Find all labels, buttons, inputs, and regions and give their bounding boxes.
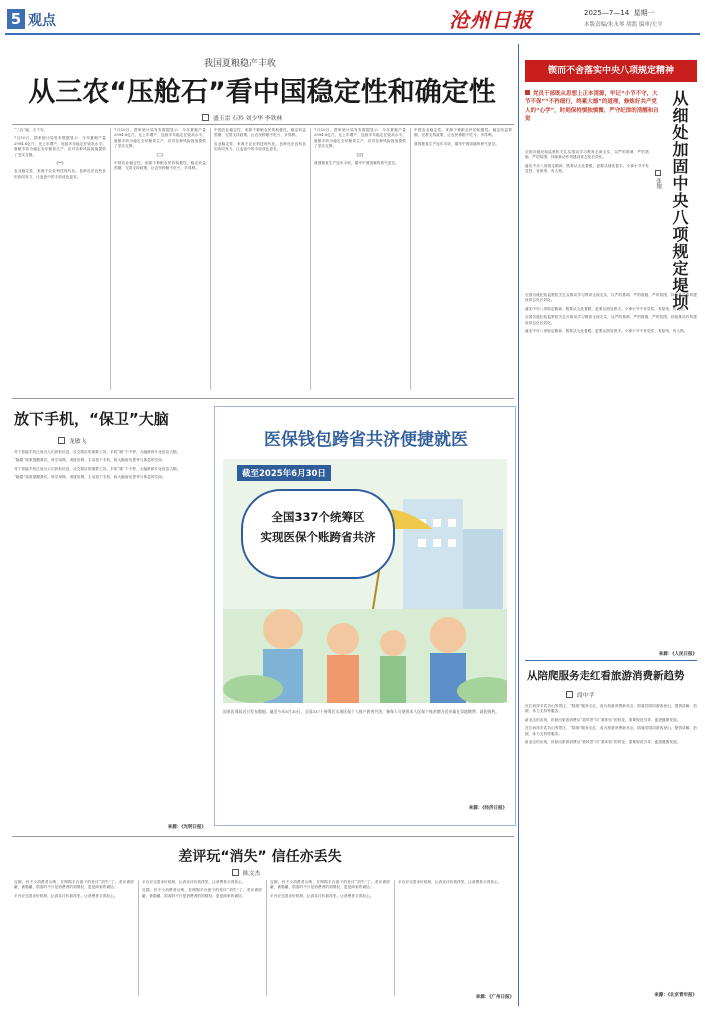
column-divider bbox=[394, 880, 395, 996]
lead-title: 从三农“压舱石”看中国稳定性和确定性 bbox=[28, 77, 496, 108]
page-number: 5 bbox=[10, 10, 22, 28]
right-section-rule bbox=[525, 660, 697, 661]
lead-column-2: 7月10日，国家统计局发布数据显示：今年夏粮产量2994.8亿斤，比上年增产，连续多年稳定在较高水平。夏粮丰收为稳定全年粮食生产、应对各种风险挑战提供了坚实支撑。 （二） 中国农业稳定性，来源于种粮农民的积极性。稳定收益预期、完善支持政策，让农民种粮不吃亏、多得利。 bbox=[114, 128, 206, 171]
lead-rule bbox=[12, 124, 514, 125]
author-marker-icon bbox=[232, 869, 239, 876]
page-number-badge bbox=[7, 9, 25, 29]
lead-authors: 盛玉雷 石羚 刘少华 李铁林 bbox=[202, 113, 282, 122]
column-divider bbox=[138, 880, 139, 996]
column-divider bbox=[410, 128, 411, 390]
left-mid-body: 对于智能手机已成为人们获取信息、社交娱乐的重要工具。手机“刷”个不停，大脑被碎片化信息占据。 “脑腐”现象提醒我们，科学用网、适度用网，主动放下手机，给大脑留出思考与休息的空间。 对于智能手机已成为人们获取信息、社交娱乐的重要工具。手机“刷”个不停，大脑被碎片化信息占据。 “脑腐”现象提醒我们，科学用网、适度用网，主动放下手机，给大脑留出思考与休息的空间。 bbox=[14, 450, 181, 480]
bottom-mid-author: 陈文杰 bbox=[232, 868, 260, 877]
feature-date-tag: 截至2025年6月30日 bbox=[237, 465, 331, 481]
bottom-col-3: 近期，有不少消费者反映，在网购平台留下的差评“消失”了。差评被屏蔽、被隐藏，损害的不只是消费者的知情权，更是商家的诚信。 平台应完善评价机制，让真实评价看得见，让消费者买得放心。 bbox=[270, 880, 390, 898]
right-bottom-source: 来源：《北京青年报》 bbox=[654, 993, 697, 998]
right-top-title: 从细处加固中央八项规定堤坝 bbox=[670, 90, 689, 311]
lead-kicker: 我国夏粮稳产丰收 bbox=[203, 59, 276, 69]
right-top-author: 张翔 bbox=[654, 170, 662, 189]
editors-line: 本版责编/朱永琴 胡凯 编审/左平 bbox=[584, 22, 663, 28]
lead-column-1: “三农”稳，天下安。 7月10日，国家统计局发布数据显示：今年夏粮产量2994.8亿斤，比上年增产，连续多年稳定在较高水平。夏粮丰收为稳定全年粮食生产、应对各种风险挑战提供了坚实支撑。 （一） 农业稳定性，来源于农业科技现代化。良种良法良机良田协同发力，让麦浪中的丰收成色更足。 bbox=[14, 128, 106, 179]
lead-column-5: 中国农业稳定性，来源于种粮农民的积极性。稳定收益预期、完善支持政策，让农民种粮不吃亏、多得利。 我国粮食生产连年丰收，端牢中国饭碗的底气更足。 bbox=[414, 128, 512, 146]
header-divider bbox=[5, 33, 700, 35]
bottom-col-1: 近期，有不少消费者反映，在网购平台留下的差评“消失”了。差评被屏蔽、被隐藏，损害的不只是消费者的知情权，更是商家的诚信。 平台应完善评价机制，让真实评价看得见，让消费者买得放心。 bbox=[14, 880, 134, 898]
right-top-body-2: 全国各级纪检监察机关扎实推动学习教育走深走实，以严的基调、严的措施、严的氛围，持续推动作风建设常态化长效化。 落实中央八项规定精神，既要从大处着眼，更要从细处着手。小事小节中有党性、有原则、有人格。 全国各级纪检监察机关扎实推动学习教育走深走实，以严的基调、严的措施、严的氛围，持续推动作风建设常态化长效化。 落实中央八项规定精神，既要从大处着眼，更要从细处着手。小事小节中有党性、有原则、有人格。 bbox=[525, 293, 697, 334]
right-top-source: 来源：《人民日报》 bbox=[658, 652, 697, 657]
right-bottom-title: 从陪爬服务走红看旅游消费新趋势 bbox=[527, 670, 685, 682]
author-marker-icon bbox=[202, 114, 209, 121]
masthead-logo: 沧州日报 bbox=[449, 8, 533, 32]
feature-caption: 国家医保局近日发布数据，截至今年6月30日，全国337个统筹区实现医保个人账户跨省共济，参保人可使用本人医保个账余额为近亲属在异地缴费、就医购药。 bbox=[223, 709, 500, 714]
right-top-lead: 党员干部既从思想上正本清源，牢记“小节不守，大节不保”“不矜细行，终累大德”的道理，修炼好共产党人的“心学”，时刻保持慎独慎微、严守纪律的清醒和自觉 bbox=[525, 91, 659, 123]
lead-column-3: 中国农业稳定性，来源于种粮农民的积极性。稳定收益预期、完善支持政策，让农民种粮不吃亏、多得利。 农业稳定性，来源于农业科技现代化。良种良法良机良田协同发力，让麦浪中的丰收成色更足。 bbox=[214, 128, 306, 152]
column-divider bbox=[310, 128, 311, 390]
left-mid-source: 来源：《光明日报》 bbox=[167, 825, 206, 830]
section-name: 观点 bbox=[28, 13, 56, 29]
page-header bbox=[0, 0, 705, 38]
feature-title: 医保钱包跨省共济便捷就医 bbox=[264, 430, 468, 450]
right-bottom-body: 在江西萍乡武功山等景区，“陪爬”服务走红，成为旅游消费新亮点。陪爬员陪同游客登山，提供讲解、拍照、体力支持等服务。 新业态的出现，折射出旅游消费从“看风景”向“重体验”的转变，需要规范引导，促进健康发展。 在江西萍乡武功山等景区，“陪爬”服务走红，成为旅游消费新亮点。陪爬员陪同游客登山，提供讲解、拍照、体力支持等服务。 新业态的出现，折射出旅游消费从“看风景”向“重体验”的转变，需要规范引导，促进健康发展。 bbox=[525, 704, 697, 745]
issue-date: 2025—7—14 星期一 bbox=[584, 9, 655, 17]
author-marker-icon bbox=[58, 437, 65, 444]
feature-source: 来源：《经济日报》 bbox=[468, 806, 507, 811]
feature-callout: 全国337个统筹区 实现医保个账跨省共济 bbox=[241, 489, 395, 579]
lead-column-4: 7月10日，国家统计局发布数据显示：今年夏粮产量2994.8亿斤，比上年增产，连续多年稳定在较高水平。夏粮丰收为稳定全年粮食生产、应对各种风险挑战提供了坚实支撑。 （三） 我国粮食生产连年丰收，端牢中国饭碗的底气更足。 bbox=[314, 128, 406, 166]
bottom-mid-source: 来源：《广州日报》 bbox=[475, 995, 514, 1000]
author-marker-icon bbox=[566, 691, 573, 698]
left-mid-title: 放下手机，“保卫”大脑 bbox=[14, 410, 169, 428]
left-mid-rule bbox=[12, 398, 514, 399]
column-divider bbox=[266, 880, 267, 996]
feature-illustration bbox=[223, 459, 507, 703]
right-bottom-author: 段中孚 bbox=[566, 690, 594, 699]
discipline-banner: 锲而不舍落实中央八项规定精神 bbox=[525, 60, 697, 82]
feature-box bbox=[214, 406, 516, 826]
column-divider bbox=[110, 128, 111, 390]
bottom-col-4: 平台应完善评价机制，让真实评价看得见，让消费者买得放心。 bbox=[398, 880, 502, 884]
bottom-col-2: 平台应完善评价机制，让真实评价看得见，让消费者买得放心。 近期，有不少消费者反映，在网购平台留下的差评“消失”了。差评被屏蔽、被隐藏，损害的不只是消费者的知情权，更是商家的诚信。 bbox=[142, 880, 262, 898]
column-divider bbox=[210, 128, 211, 390]
bottom-mid-title: 差评玩“消失” 信任亦丢失 bbox=[178, 849, 342, 865]
right-top-body-1: 全国各级纪检监察机关扎实推动学习教育走深走实，以严的基调、严的措施、严的氛围，持续推动作风建设常态化长效化。 落实中央八项规定精神，既要从大处着眼，更要从细处着手。小事小节中有党性、有原则、有人格。 bbox=[525, 150, 649, 174]
main-vertical-divider bbox=[518, 44, 519, 1006]
bottom-rule bbox=[12, 836, 514, 837]
bullet-icon bbox=[525, 90, 530, 95]
left-mid-author: 龙敏飞 bbox=[58, 436, 86, 445]
